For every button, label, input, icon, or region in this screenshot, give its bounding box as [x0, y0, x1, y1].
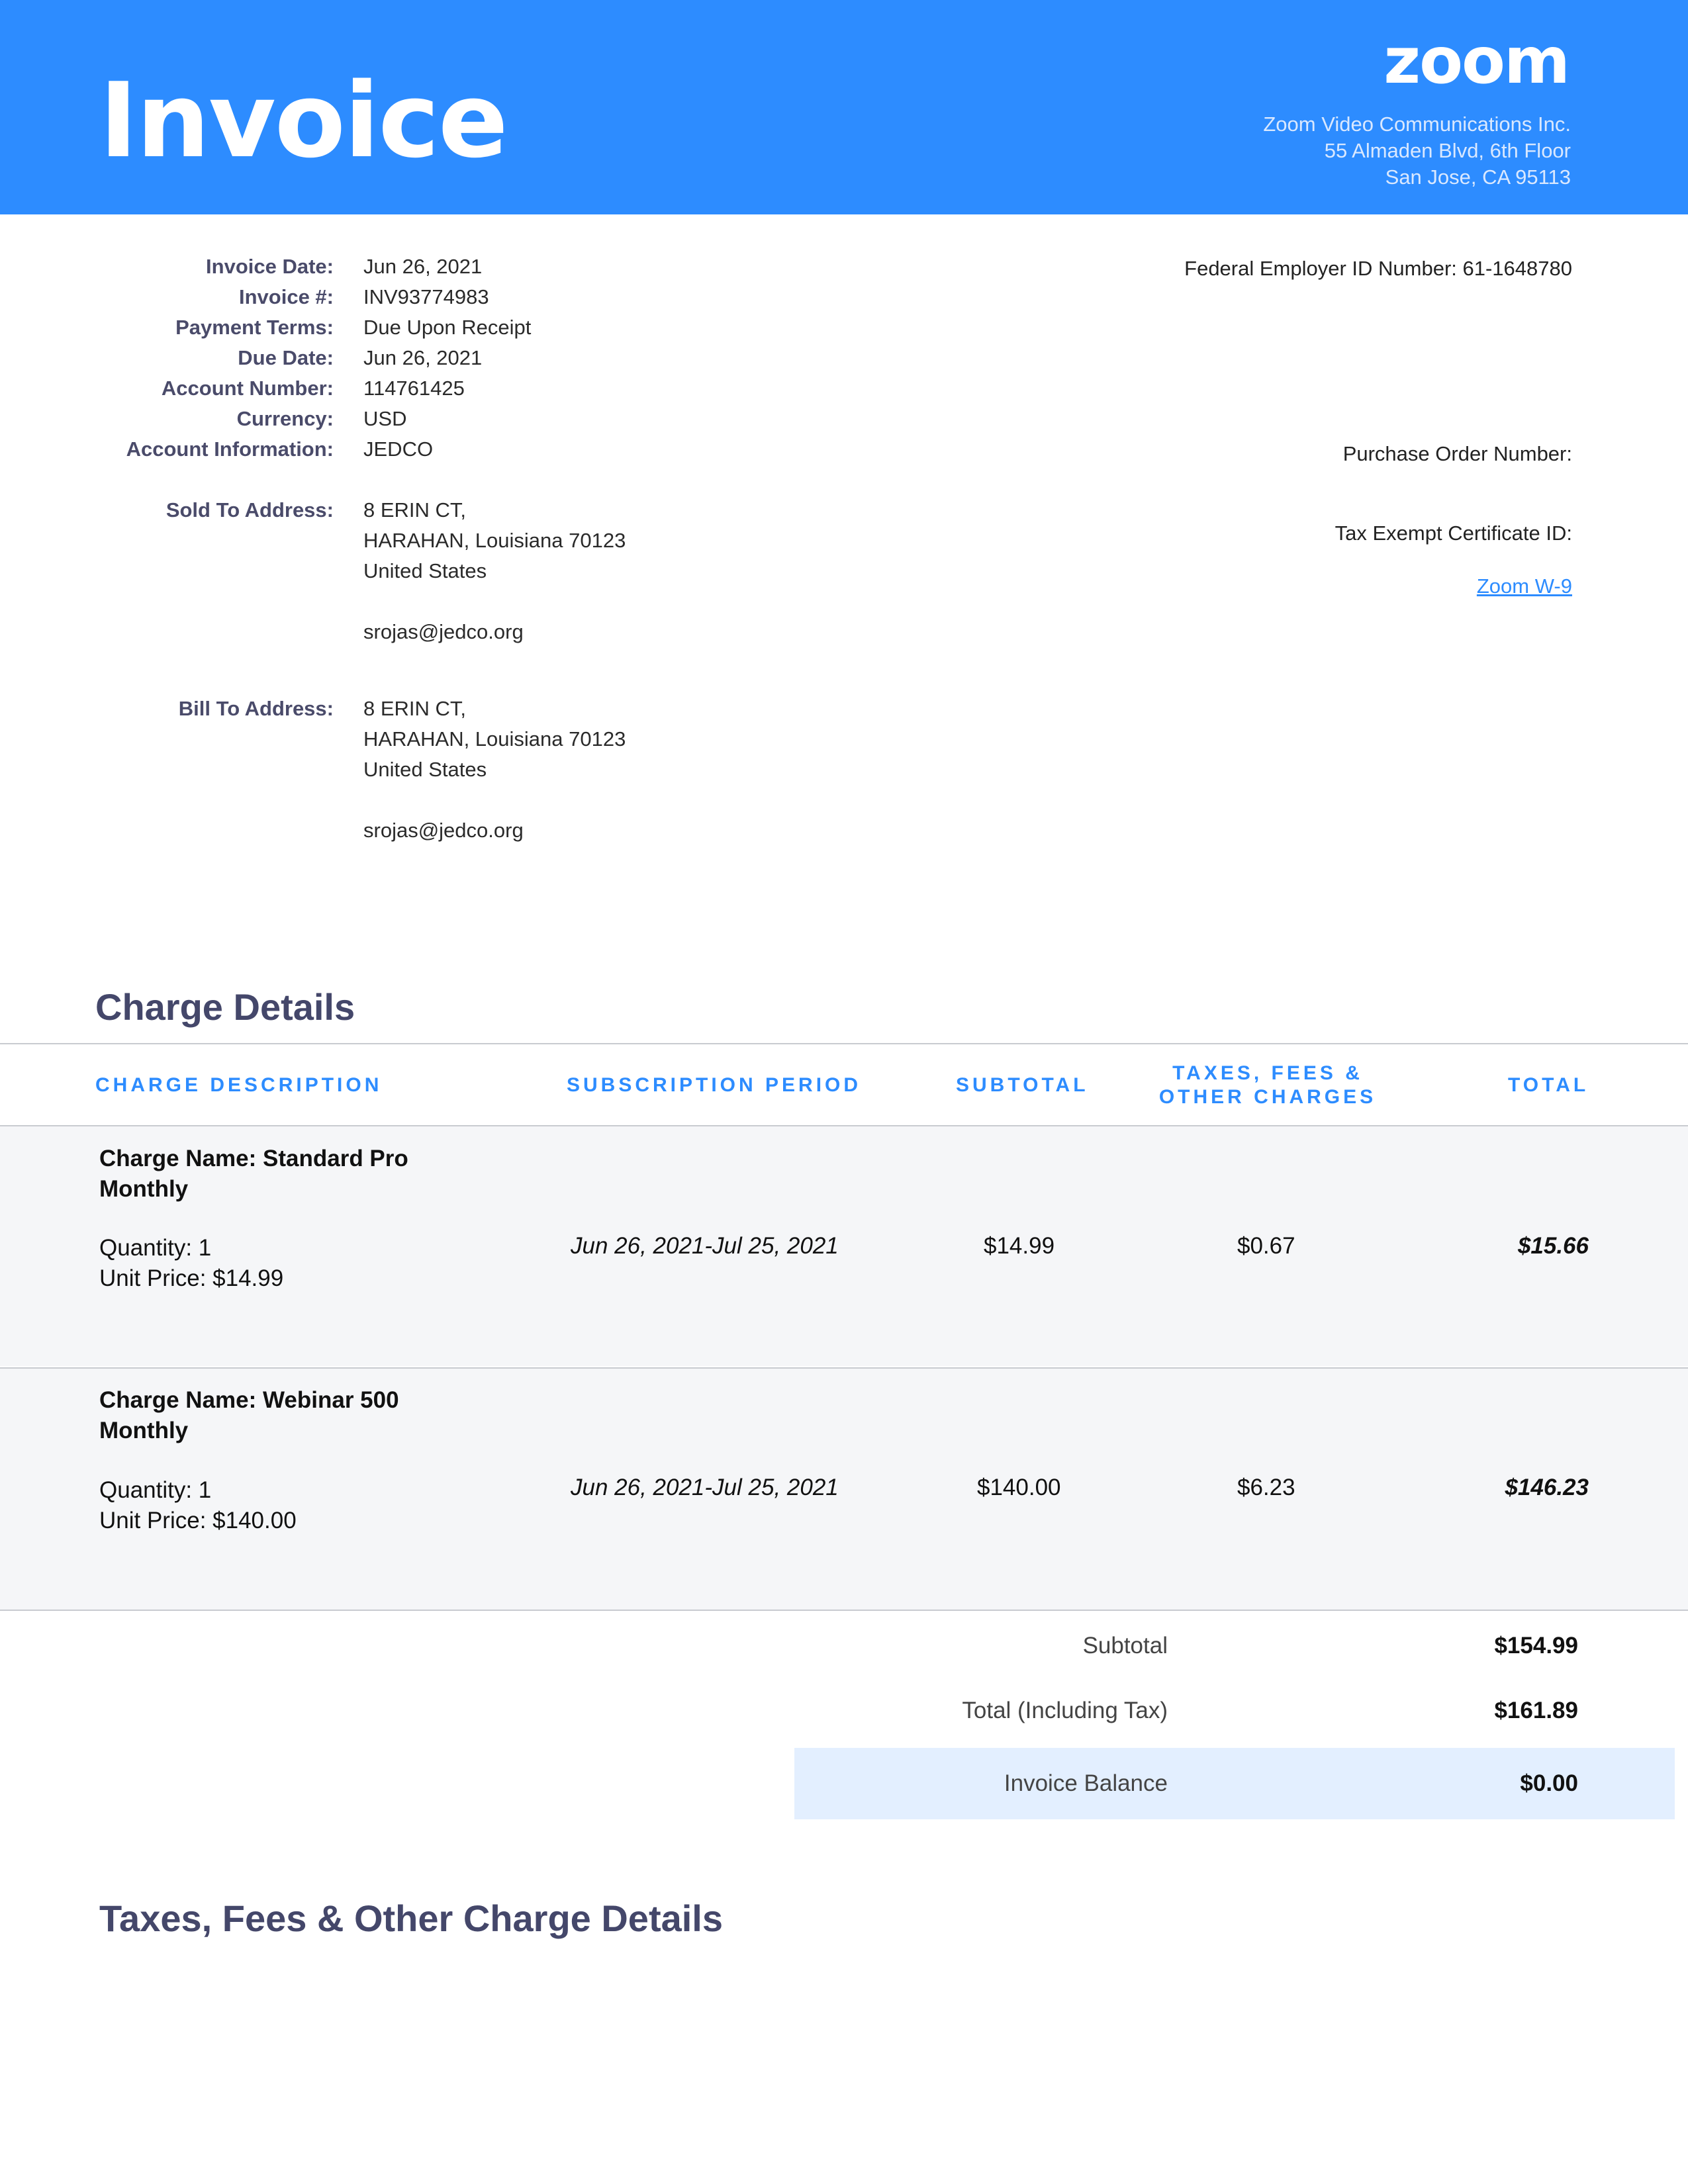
charge-name-line-2: Monthly [99, 1176, 189, 1202]
tax-exempt-label: Tax Exempt Certificate ID: [1335, 522, 1572, 545]
bill-to-email: srojas@jedco.org [363, 819, 524, 842]
taxes-section-title: Taxes, Fees & Other Charge Details [99, 1897, 723, 1939]
payment-terms-label: Payment Terms: [175, 316, 334, 339]
subscription-period: Jun 26, 2021-Jul 25, 2021 [571, 1475, 839, 1500]
charge-name [99, 1144, 408, 1205]
sold-to-line-2: HARAHAN, Louisiana 70123 [363, 529, 626, 552]
summary-subtotal-value: $154.99 [1494, 1633, 1578, 1659]
col-header-taxes-line-2: OTHER CHARGES [1158, 1086, 1377, 1108]
charge-quantity: Quantity: 1 [99, 1235, 212, 1261]
invoice-number-value: INV93774983 [363, 285, 489, 308]
bill-to-line-3: United States [363, 758, 487, 781]
federal-id: Federal Employer ID Number: 61-1648780 [1184, 257, 1572, 280]
bill-to-label: Bill To Address: [178, 697, 334, 720]
zoom-w9-link[interactable]: Zoom W-9 [1476, 574, 1572, 598]
sold-to-label: Sold To Address: [165, 498, 334, 522]
charge-unit-price: Unit Price: $14.99 [99, 1265, 284, 1291]
charge-unit-price: Unit Price: $140.00 [99, 1508, 297, 1533]
account-info-value: JEDCO [363, 437, 434, 461]
company-address [1263, 111, 1571, 191]
currency-value: USD [363, 407, 407, 430]
row-total: $15.66 [1517, 1233, 1589, 1259]
col-header-subtotal: SUBTOTAL [956, 1074, 1089, 1096]
col-header-period: SUBSCRIPTION PERIOD [567, 1074, 862, 1096]
charge-quantity: Quantity: 1 [99, 1477, 212, 1503]
charge-name-line-2: Monthly [99, 1418, 189, 1443]
invoice-date-value: Jun 26, 2021 [363, 255, 483, 278]
account-info-label: Account Information: [126, 437, 334, 461]
col-header-taxes [1149, 1062, 1387, 1109]
invoice-header [0, 0, 1688, 214]
account-number-label: Account Number: [161, 377, 334, 400]
due-date-value: Jun 26, 2021 [363, 346, 483, 369]
invoice-date-label: Invoice Date: [206, 255, 334, 278]
invoice-number-label: Invoice #: [239, 285, 334, 308]
charge-name-line-1: Charge Name: Standard Pro [99, 1146, 408, 1171]
row-subtotal: $14.99 [984, 1233, 1055, 1259]
col-header-description: CHARGE DESCRIPTION [95, 1074, 383, 1096]
charge-name-line-1: Charge Name: Webinar 500 [99, 1387, 399, 1413]
row-taxes: $0.67 [1237, 1233, 1295, 1259]
col-header-taxes-line-1: TAXES, FEES & [1172, 1062, 1363, 1084]
col-header-total: TOTAL [1508, 1074, 1589, 1096]
sold-to-line-3: United States [363, 559, 487, 582]
charge-name [99, 1385, 399, 1446]
invoice-meta-values [363, 251, 626, 846]
zoom-logo: zoom [1383, 24, 1569, 98]
sold-to-email: srojas@jedco.org [363, 620, 524, 643]
invoice-meta-labels [126, 251, 334, 724]
row-total: $146.23 [1505, 1475, 1589, 1500]
sold-to-line-1: 8 ERIN CT, [363, 498, 467, 522]
company-street: 55 Almaden Blvd, 6th Floor [1324, 139, 1571, 162]
summary-total-value: $161.89 [1494, 1698, 1578, 1723]
charge-quantity-info [99, 1233, 283, 1294]
table-bottom-divider [0, 1610, 1688, 1611]
po-number-label: Purchase Order Number: [1342, 442, 1572, 465]
payment-terms-value: Due Upon Receipt [363, 316, 532, 339]
charge-details-title: Charge Details [95, 986, 355, 1028]
summary-subtotal-label: Subtotal [1082, 1633, 1168, 1659]
account-number-value: 114761425 [363, 377, 465, 400]
invoice-title: Invoice [99, 60, 507, 181]
row-subtotal: $140.00 [977, 1475, 1061, 1500]
bill-to-line-1: 8 ERIN CT, [363, 697, 467, 720]
currency-label: Currency: [236, 407, 334, 430]
company-city: San Jose, CA 95113 [1385, 165, 1571, 189]
row-taxes: $6.23 [1237, 1475, 1295, 1500]
due-date-label: Due Date: [238, 346, 334, 369]
bill-to-line-2: HARAHAN, Louisiana 70123 [363, 727, 626, 751]
invoice-balance-value: $0.00 [1520, 1770, 1578, 1796]
table-top-divider [0, 1043, 1688, 1044]
charge-quantity-info [99, 1475, 297, 1536]
company-name: Zoom Video Communications Inc. [1263, 113, 1571, 136]
invoice-balance-label: Invoice Balance [1004, 1770, 1168, 1796]
subscription-period: Jun 26, 2021-Jul 25, 2021 [571, 1233, 839, 1259]
summary-total-label: Total (Including Tax) [962, 1698, 1168, 1723]
